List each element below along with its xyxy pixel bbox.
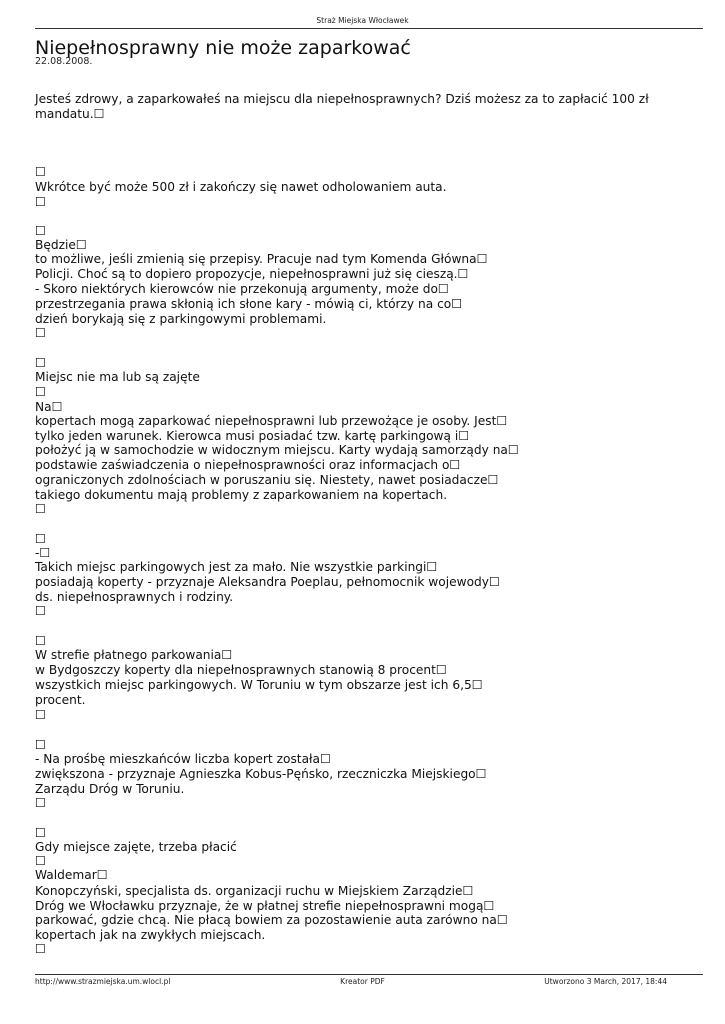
article-line: ☐ <box>35 708 46 722</box>
article-date: 22.08.2008. <box>35 56 93 67</box>
article-line: Dróg we Włocławku przyznaje, że w płatnej strefie niepełnosprawni mogą☐ <box>35 899 495 913</box>
footer-created-date: Utworzono 3 March, 2017, 18:44 <box>544 977 667 986</box>
article-line: - Skoro niektórych kierowców nie przekonują argumenty, może do☐ <box>35 282 449 296</box>
article-line: Policji. Choć są to dopiero propozycje, niepełnosprawni już się cieszą.☐ <box>35 267 469 281</box>
article-line: parkować, gdzie chcą. Nie płacą bowiem za pozostawienie auta zarówno na☐ <box>35 913 508 927</box>
article-line: ☐ <box>35 356 46 370</box>
article-line: posiadają koperty - przyznaje Aleksandra Poeplau, pełnomocnik wojewody☐ <box>35 575 500 589</box>
article-line: podstawie zaświadczenia o niepełnosprawności oraz informacjach o☐ <box>35 458 461 472</box>
article-line: dzień borykają się z parkingowymi problemami. <box>35 312 327 326</box>
article-line: ☐ <box>35 854 46 868</box>
footer-url: http://www.strazmiejska.um.wlocl.pl <box>35 977 171 986</box>
article-line: ograniczonych zdolnościach w poruszaniu się. Niestety, nawet posiadacze☐ <box>35 473 499 487</box>
article-line: Jesteś zdrowy, a zaparkowałeś na miejscu dla niepełnosprawnych? Dziś możesz za to zapłacić 100 zł <box>35 92 649 106</box>
article-line: to możliwe, jeśli zmienią się przepisy. Pracuje nad tym Komenda Główna☐ <box>35 252 488 266</box>
article-line: ☐ <box>35 224 46 238</box>
footer-divider <box>35 974 703 975</box>
article-line: Waldemar☐ <box>35 868 108 882</box>
article-line: ☐ <box>35 738 46 752</box>
article-line: W strefie płatnego parkowania☐ <box>35 648 233 662</box>
article-line: procent. <box>35 693 86 707</box>
article-line: -☐ <box>35 546 51 560</box>
article-line: kopertach jak na zwykłych miejscach. <box>35 928 266 942</box>
article-line: wszystkich miejsc parkingowych. W Toruniu w tym obszarze jest ich 6,5☐ <box>35 678 483 692</box>
article-line: Miejsc nie ma lub są zajęte <box>35 370 200 384</box>
article-line: ☐ <box>35 502 46 516</box>
article-line: zwiększona - przyznaje Agnieszka Kobus-Pęńsko, rzeczniczka Miejskiego☐ <box>35 767 487 781</box>
article-line: położyć ją w samochodzie w widocznym miejscu. Karty wydają samorządy na☐ <box>35 443 519 457</box>
article-line: ☐ <box>35 532 46 546</box>
article-line: ☐ <box>35 326 46 340</box>
article-line: ☐ <box>35 604 46 618</box>
article-line: ☐ <box>35 385 46 399</box>
article-line: Na☐ <box>35 400 63 414</box>
article-line: ☐ <box>35 195 46 209</box>
article-line: ds. niepełnosprawnych i rodziny. <box>35 590 234 604</box>
article-line: tylko jeden warunek. Kierowca musi posiadać tzw. kartę parkingową i☐ <box>35 429 470 443</box>
article-line: w Bydgoszczy koperty dla niepełnosprawnych stanowią 8 procent☐ <box>35 663 447 677</box>
footer-generator: Kreator PDF <box>340 977 385 986</box>
header-site-name: Straż Miejska Włocławek <box>316 16 409 25</box>
article-line: Takich miejsc parkingowych jest za mało. Nie wszystkie parkingi☐ <box>35 560 438 574</box>
article-line: Zarządu Dróg w Toruniu. <box>35 782 185 796</box>
article-line: - Na prośbę mieszkańców liczba kopert została☐ <box>35 752 331 766</box>
article-line: takiego dokumentu mają problemy z zaparkowaniem na kopertach. <box>35 488 448 502</box>
article-line: ☐ <box>35 796 46 810</box>
article-line: przestrzegania prawa skłonią ich słone kary - mówią ci, którzy na co☐ <box>35 297 463 311</box>
article-title: Niepełnosprawny nie może zaparkować <box>35 37 411 59</box>
article-line: kopertach mogą zaparkować niepełnosprawni lub przewożące je osoby. Jest☐ <box>35 414 508 428</box>
article-line: ☐ <box>35 165 46 179</box>
article-line: ☐ <box>35 826 46 840</box>
article-line: Wkrótce być może 500 zł i zakończy się nawet odholowaniem auta. <box>35 180 447 194</box>
article-line: Gdy miejsce zajęte, trzeba płacić <box>35 840 237 854</box>
article-line: mandatu.☐ <box>35 107 105 121</box>
header-divider <box>35 28 703 29</box>
article-line: ☐ <box>35 942 46 956</box>
article-line: Konopczyński, specjalista ds. organizacji ruchu w Miejskiem Zarządzie☐ <box>35 884 474 898</box>
article-line: Będzie☐ <box>35 238 87 252</box>
article-line: ☐ <box>35 634 46 648</box>
